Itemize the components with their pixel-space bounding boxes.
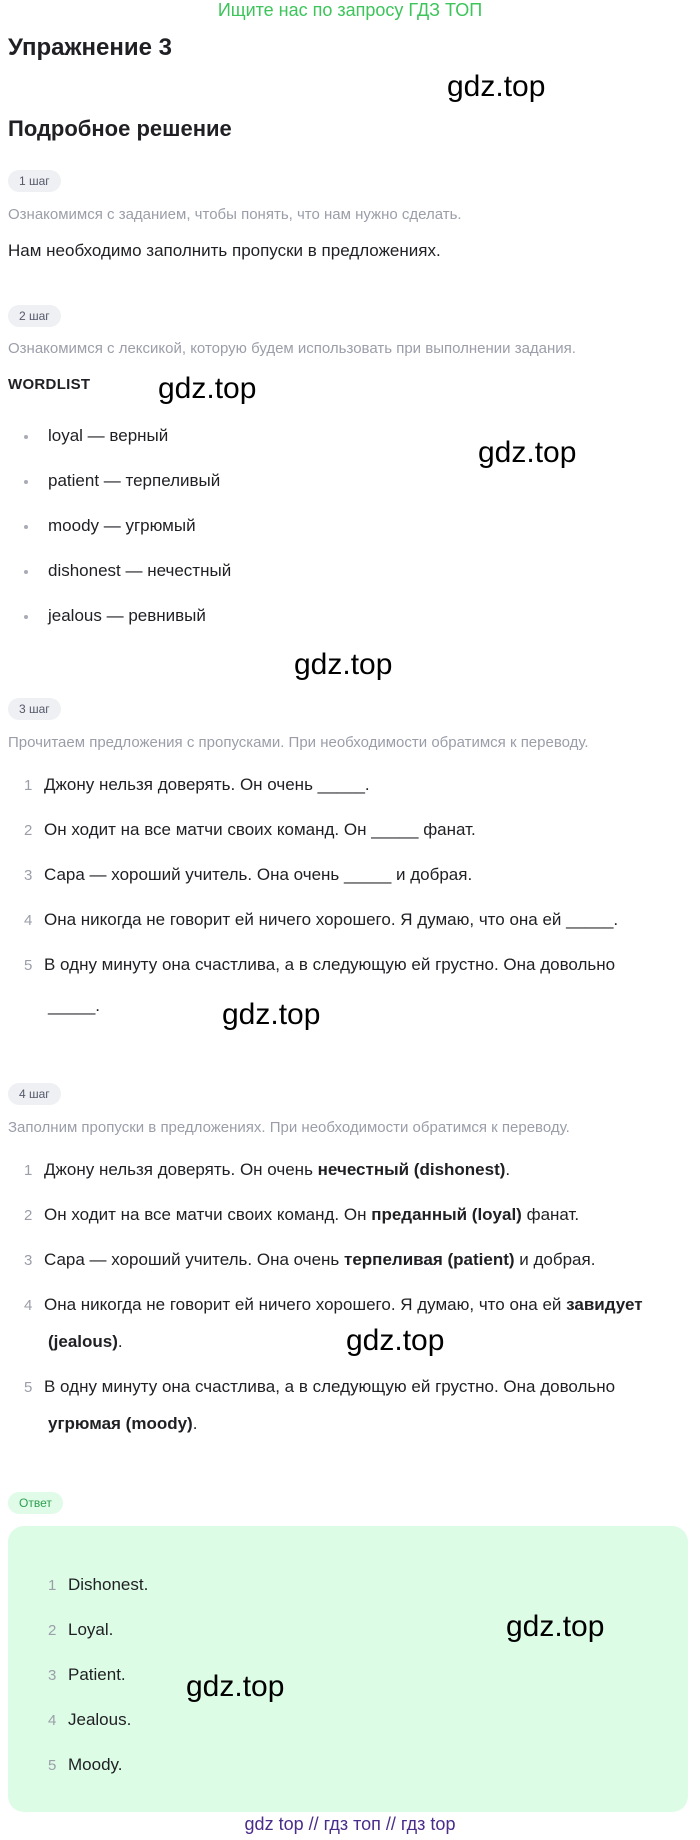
- answer-item: 2 Loyal.: [48, 1620, 114, 1639]
- list-item: 1 Джону нельзя доверять. Он очень нечестный (dishonest).: [24, 1160, 511, 1179]
- step-text-1: Нам необходимо заполнить пропуски в предложениях.: [8, 241, 441, 260]
- answer-item: 3 Patient.: [48, 1665, 126, 1684]
- list-item: 5 В одну минуту она счастлива, а в следующую ей грустно. Она довольно: [24, 1377, 616, 1396]
- list-item: patient — терпеливый: [24, 471, 220, 491]
- list-item: 1 Джону нельзя доверять. Он очень _____.: [24, 775, 370, 794]
- step-badge-2: 2 шаг: [8, 305, 61, 327]
- list-item-continuation: _____.: [48, 996, 100, 1015]
- step-hint-3: Прочитаем предложения с пропусками. При необходимости обратимся к переводу.: [8, 734, 589, 751]
- watermark: gdz.top: [478, 436, 577, 469]
- list-item: jealous — ревнивый: [24, 606, 206, 626]
- list-item: moody — угрюмый: [24, 516, 196, 536]
- answer-item: 1 Dishonest.: [48, 1575, 149, 1594]
- watermark: gdz.top: [447, 70, 546, 103]
- bullet-icon: [24, 525, 28, 529]
- list-item: dishonest — нечестный: [24, 561, 231, 581]
- list-item: 4 Она никогда не говорит ей ничего хорошего. Я думаю, что она ей завидует: [24, 1295, 643, 1314]
- step-badge-4: 4 шаг: [8, 1083, 61, 1105]
- list-item: loyal — верный: [24, 426, 168, 446]
- list-item: 4 Она никогда не говорит ей ничего хорошего. Я думаю, что она ей _____.: [24, 910, 619, 929]
- list-item: 3 Сара — хороший учитель. Она очень терпеливая (patient) и добрая.: [24, 1250, 596, 1269]
- bullet-icon: [24, 480, 28, 484]
- list-item: 3 Сара — хороший учитель. Она очень _____ и добрая.: [24, 865, 473, 884]
- section-title: Подробное решение: [8, 116, 232, 141]
- watermark: gdz.top: [506, 1610, 605, 1643]
- list-item: 2 Он ходит на все матчи своих команд. Он преданный (loyal) фанат.: [24, 1205, 580, 1224]
- step-hint-1: Ознакомимся с заданием, чтобы понять, что нам нужно сделать.: [8, 206, 462, 223]
- watermark: gdz.top: [346, 1324, 445, 1357]
- top-banner: Ищите нас по запросу ГДЗ ТОП: [217, 0, 483, 20]
- list-item: 2 Он ходит на все матчи своих команд. Он _____ фанат.: [24, 820, 476, 839]
- step-hint-2: Ознакомимся с лексикой, которую будем использовать при выполнении задания.: [8, 340, 576, 357]
- bullet-icon: [24, 435, 28, 439]
- step-hint-4: Заполним пропуски в предложениях. При необходимости обратимся к переводу.: [8, 1119, 570, 1136]
- watermark: gdz.top: [222, 998, 321, 1031]
- page-title: Упражнение 3: [8, 34, 172, 61]
- watermark: gdz.top: [294, 648, 393, 681]
- footer-links[interactable]: gdz top // гдз топ // гдз top: [244, 1814, 456, 1834]
- bullet-icon: [24, 615, 28, 619]
- wordlist-title: WORDLIST: [8, 376, 91, 393]
- step-badge-1: 1 шаг: [8, 170, 61, 192]
- list-item-continuation: (jealous).: [48, 1332, 123, 1351]
- answer-badge: Ответ: [8, 1492, 63, 1514]
- answer-item: 5 Moody.: [48, 1755, 123, 1774]
- step-badge-3: 3 шаг: [8, 698, 61, 720]
- watermark: gdz.top: [186, 1670, 285, 1703]
- bullet-icon: [24, 570, 28, 574]
- answer-item: 4 Jealous.: [48, 1710, 132, 1729]
- list-item: 5 В одну минуту она счастлива, а в следующую ей грустно. Она довольно: [24, 955, 616, 974]
- list-item-continuation: угрюмая (moody).: [48, 1414, 198, 1433]
- watermark: gdz.top: [158, 372, 257, 405]
